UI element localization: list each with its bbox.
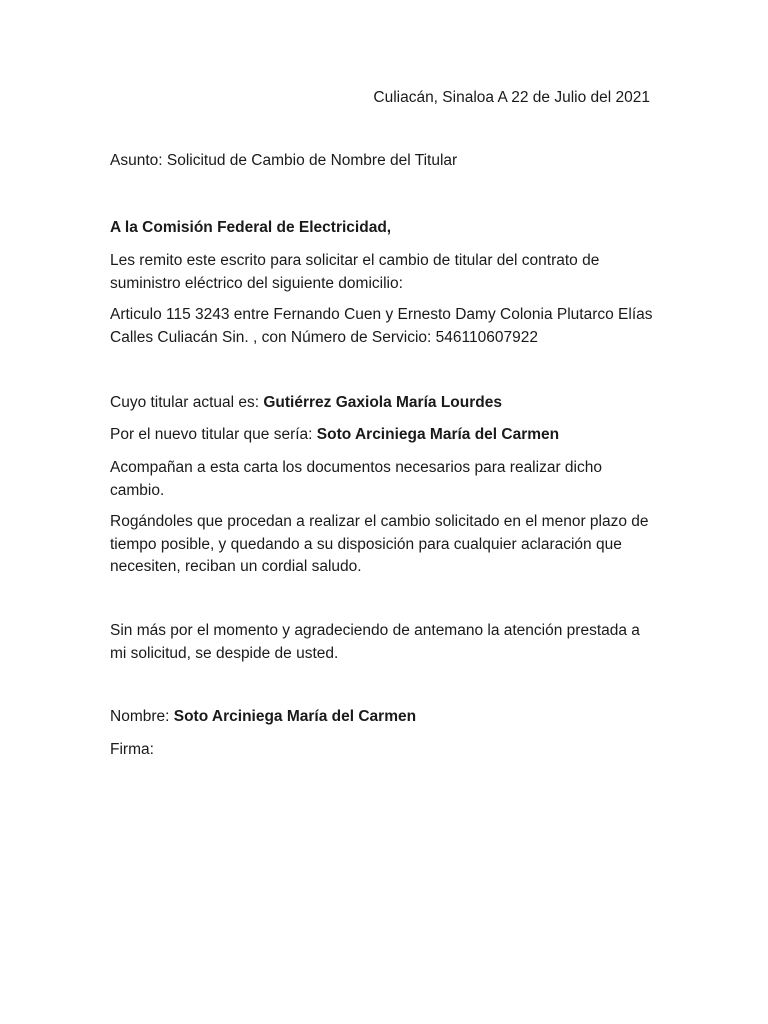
new-holder-label: Por el nuevo titular que sería:	[110, 426, 317, 443]
documents-paragraph: Acompañan a esta carta los documentos necesarios para realizar dicho cambio.	[110, 459, 602, 499]
signature-label: Firma:	[110, 741, 154, 758]
closing-paragraph: Sin más por el momento y agradeciendo de antemano la atención prestada a mi solicitud, se despide de usted.	[110, 622, 640, 662]
addressee: A la Comisión Federal de Electricidad,	[110, 219, 392, 236]
subject-label: Asunto:	[110, 152, 163, 169]
current-holder-name: Gutiérrez Gaxiola María Lourdes	[263, 394, 502, 411]
current-holder-line	[110, 392, 502, 415]
subject-text: Solicitud de Cambio de Nombre del Titular	[162, 152, 458, 169]
request-paragraph: Rogándoles que procedan a realizar el cambio solicitado en el menor plazo de tiempo posible, y quedando a su disposición para cualquier aclaración que necesiten, reciban un cordial saludo.	[110, 513, 649, 575]
intro-paragraph: Les remito este escrito para solicitar el cambio de titular del contrato de suministro eléctrico del siguiente domicilio:	[110, 252, 600, 292]
new-holder-line	[110, 424, 559, 447]
new-holder-name: Soto Arciniega María del Carmen	[316, 426, 560, 443]
name-line	[110, 706, 416, 729]
name-label: Nombre:	[110, 708, 174, 725]
subject-line	[110, 150, 457, 173]
name-value: Soto Arciniega María del Carmen	[173, 708, 417, 725]
current-holder-label: Cuyo titular actual es:	[110, 394, 264, 411]
address-paragraph: Articulo 115 3243 entre Fernando Cuen y Ernesto Damy Colonia Plutarco Elías Calles Culiacán Sin. , con Número de Servicio: 546110607922	[110, 306, 653, 346]
date-line: Culiacán, Sinaloa A 22 de Julio del 2021	[373, 89, 650, 106]
